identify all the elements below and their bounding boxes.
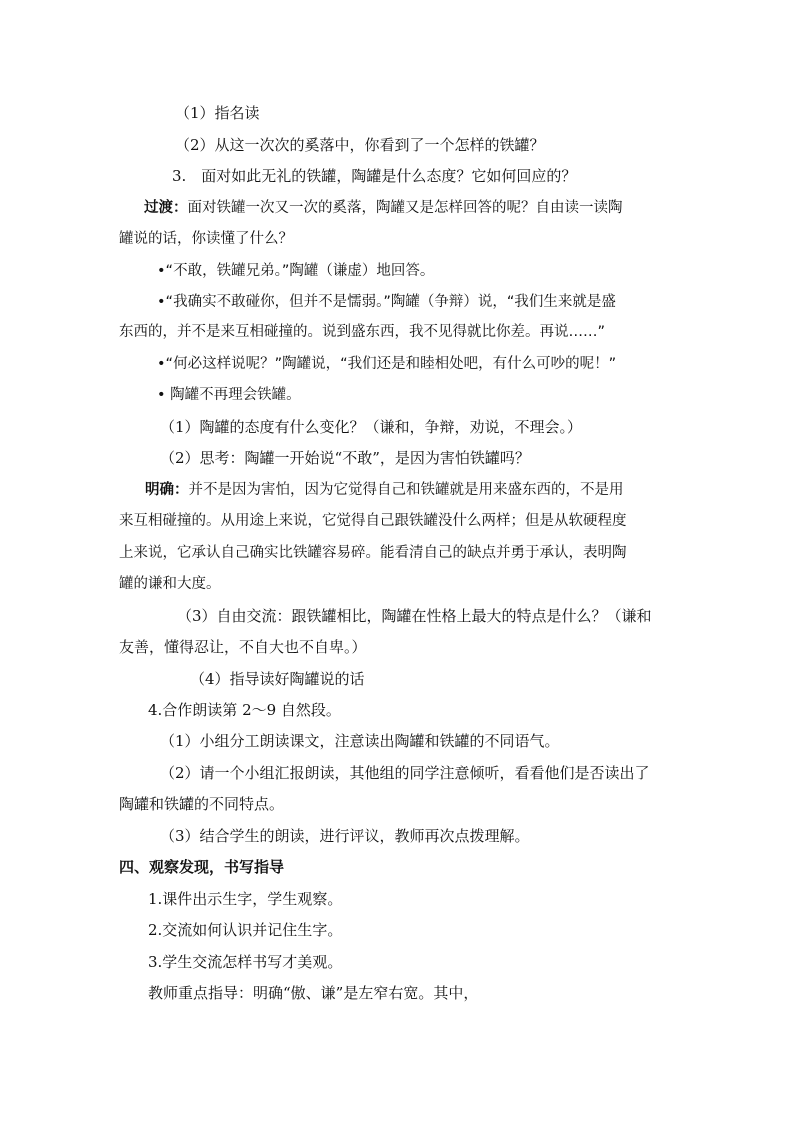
step-cooperative-reading: 4.合作朗读第 2～9 自然段。 <box>148 701 341 719</box>
question-iron-jar-impression: （2）从这一次次的奚落中，你看到了一个怎样的铁罐？ <box>175 136 545 154</box>
step-beautiful-writing: 3.学生交流怎样书写才美观。 <box>148 953 343 971</box>
question-clay-jar-attitude: 3. 面对如此无礼的铁罐，陶罐是什么态度？它如何回应的？ <box>172 167 577 185</box>
question-free-discussion-line-1: （3）自由交流：跟铁罐相比，陶罐在性格上最大的特点是什么？（谦和 <box>177 607 652 625</box>
step-show-characters: 1.课件出示生字，学生观察。 <box>148 890 343 908</box>
question-think-afraid: （2）思考：陶罐一开始说“不敢”，是因为害怕铁罐吗？ <box>160 449 530 467</box>
section-heading-writing-guidance: 四、观察发现，书写指导 <box>119 858 285 876</box>
item-evaluation: （3）结合学生的朗读，进行评议，教师再次点拨理解。 <box>160 827 530 845</box>
transition-label: 过渡： <box>144 200 188 216</box>
quote-bullet-4: • 陶罐不再理会铁罐。 <box>157 387 301 403</box>
step-remember-characters: 2.交流如何认识并记住生字。 <box>148 921 343 939</box>
item-guided-reading: （4）指导读好陶罐说的话 <box>190 670 365 688</box>
question-attitude-change: （1）陶罐的态度有什么变化？（谦和，争辩，劝说，不理会。） <box>160 418 583 436</box>
item-named-reading: （1）指名读 <box>175 104 260 122</box>
quote-bullet-2-line-2: 东西的，并不是来互相碰撞的。说到盛东西，我不见得就比你差。再说……” <box>119 324 606 340</box>
quote-bullet-1: •“不敢，铁罐兄弟。”陶罐（谦虚）地回答。 <box>157 263 435 279</box>
quote-bullet-3: •“何必这样说呢？”陶罐说，“我们还是和睦相处吧，有什么可吵的呢！” <box>157 356 617 372</box>
item-group-reading: （1）小组分工朗读课文，注意读出陶罐和铁罐的不同语气。 <box>160 732 560 750</box>
item-group-report-line-2: 陶罐和铁罐的不同特点。 <box>119 795 285 813</box>
clarify-label: 明确： <box>145 482 189 498</box>
clarify-paragraph-line-1: 明确：并不是因为害怕，因为它觉得自己和铁罐就是用来盛东西的，不是用 <box>145 482 624 498</box>
transition-paragraph-line-2: 罐说的话，你读懂了什么？ <box>119 231 293 247</box>
clarify-paragraph-line-3: 上来说，它承认自己确实比铁罐容易碎。能看清自己的缺点并勇于承认，表明陶 <box>119 545 627 561</box>
quote-bullet-2-line-1: •“我确实不敢碰你，但并不是懦弱。”陶罐（争辩）说，“我们生来就是盛 <box>157 294 616 310</box>
teacher-guidance-line: 教师重点指导：明确“傲、谦”是左窄右宽。其中， <box>148 984 479 1002</box>
item-group-report-line-1: （2）请一个小组汇报朗读，其他组的同学注意倾听，看看他们是否读出了 <box>160 764 650 782</box>
clarify-paragraph-line-2: 来互相碰撞的。从用途上来说，它觉得自己跟铁罐没什么两样；但是从软硬程度 <box>119 513 627 529</box>
clarify-paragraph-line-4: 罐的谦和大度。 <box>119 576 221 592</box>
transition-paragraph-line-1: 过渡：面对铁罐一次又一次的奚落，陶罐又是怎样回答的呢？自由读一读陶 <box>144 200 623 216</box>
question-free-discussion-line-2: 友善，懂得忍让，不自大也不自卑。） <box>119 638 367 656</box>
